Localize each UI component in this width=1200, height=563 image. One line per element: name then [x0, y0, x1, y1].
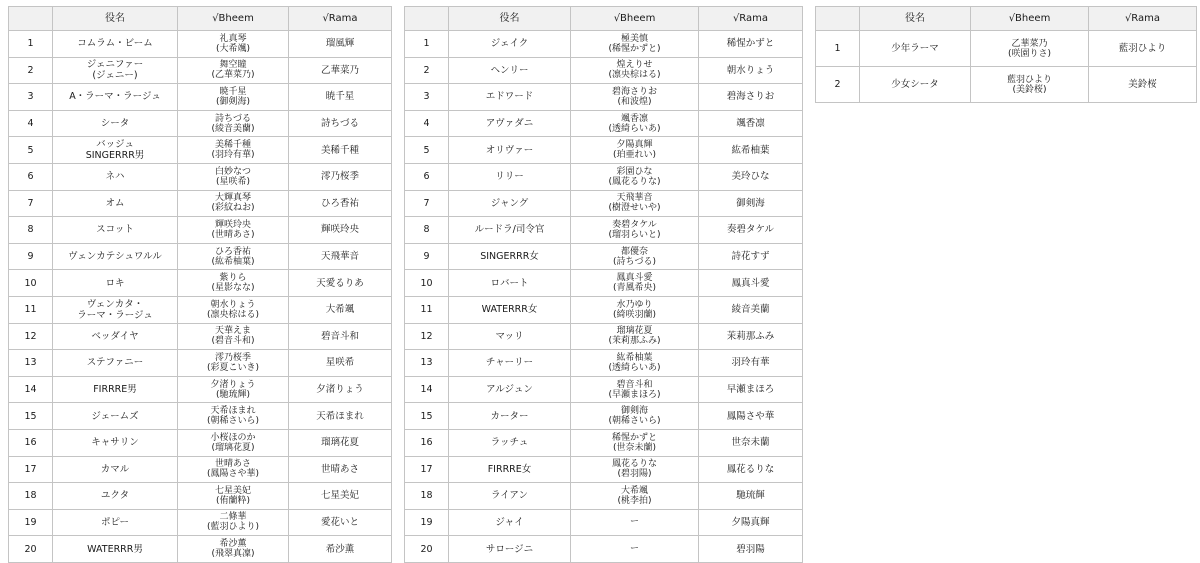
rama-cast: 瑠璃花夏: [289, 429, 392, 456]
role-name: バッジュ SINGERRR男: [53, 137, 178, 164]
rama-cast: 輝咲玲央: [289, 217, 392, 244]
rama-cast: 天飛華音: [289, 243, 392, 270]
table-row: [405, 243, 803, 270]
role-name: アルジュン: [449, 376, 571, 403]
bheem-cast: 世晴あさ (鳳陽さや華): [178, 456, 289, 483]
table-row: [405, 376, 803, 403]
row-number: 4: [9, 110, 53, 137]
bheem-cast: 颯香凛 (透綺らいあ): [571, 110, 699, 137]
bheem-cast: 稀惺かずと (世奈未蘭): [571, 429, 699, 456]
table-row: [405, 137, 803, 164]
bheem-cast: 輝咲玲央 (世晴あさ): [178, 217, 289, 244]
row-number: 13: [9, 350, 53, 377]
rama-cast: 暁千星: [289, 84, 392, 111]
row-number: 14: [9, 376, 53, 403]
row-number: 15: [9, 403, 53, 430]
role-name: ヴェンカテシュワルル: [53, 243, 178, 270]
table-header-row: [9, 7, 392, 31]
role-name: WATERRR女: [449, 296, 571, 323]
rama-cast: ひろ香祐: [289, 190, 392, 217]
table-row: [405, 509, 803, 536]
header-rama: √Rama: [1089, 7, 1197, 31]
bheem-cast: 御剣海 (朝稀さいら): [571, 403, 699, 430]
bheem-cast: ー: [571, 509, 699, 536]
row-number: 19: [405, 509, 449, 536]
table-row: [405, 350, 803, 377]
rama-cast: 藍羽ひより: [1089, 31, 1197, 67]
row-number: 1: [9, 31, 53, 58]
rama-cast: 颯香凛: [699, 110, 803, 137]
row-number: 6: [9, 163, 53, 190]
row-number: 6: [405, 163, 449, 190]
bheem-cast: 都優奈 (詩ちづる): [571, 243, 699, 270]
role-name: サロージニ: [449, 536, 571, 563]
bheem-cast: 七星美妃 (侑蘭粋): [178, 483, 289, 510]
role-name: A・ラーマ・ラージュ: [53, 84, 178, 111]
row-number: 2: [9, 57, 53, 84]
role-name: ヘンリー: [449, 57, 571, 84]
table-row: [405, 323, 803, 350]
table-row: [405, 190, 803, 217]
row-number: 20: [9, 536, 53, 563]
bheem-cast: 希沙薫 (飛翠真凜): [178, 536, 289, 563]
rama-cast: 希沙薫: [289, 536, 392, 563]
table-row: [9, 31, 392, 58]
rama-cast: 詩花すず: [699, 243, 803, 270]
bheem-cast: 瑠璃花夏 (茉莉那ふみ): [571, 323, 699, 350]
bheem-cast: 澪乃桜季 (彩夏こいき): [178, 350, 289, 377]
role-name: ロキ: [53, 270, 178, 297]
role-name: FIRRRE女: [449, 456, 571, 483]
role-name: シータ: [53, 110, 178, 137]
rama-cast: 愛花いと: [289, 509, 392, 536]
rama-cast: 乙華菜乃: [289, 57, 392, 84]
bheem-cast: ー: [571, 536, 699, 563]
role-name: スコット: [53, 217, 178, 244]
cast-table-1: [8, 6, 392, 563]
rama-cast: 紘希柚葉: [699, 137, 803, 164]
row-number: 2: [816, 67, 860, 103]
row-number: 8: [405, 217, 449, 244]
rama-cast: 美玲ひな: [699, 163, 803, 190]
row-number: 4: [405, 110, 449, 137]
role-name: キャサリン: [53, 429, 178, 456]
table-row: [405, 456, 803, 483]
header-role: 役名: [53, 7, 178, 31]
table-row: [9, 296, 392, 323]
bheem-cast: 鳳花るりな (碧羽陽): [571, 456, 699, 483]
row-number: 7: [9, 190, 53, 217]
row-number: 17: [9, 456, 53, 483]
table-row: [9, 84, 392, 111]
bheem-cast: 碧海さりお (和波煌): [571, 84, 699, 111]
rama-cast: 澪乃桜季: [289, 163, 392, 190]
rama-cast: 夕渚りょう: [289, 376, 392, 403]
table-row: [9, 217, 392, 244]
header-no: [405, 7, 449, 31]
header-bheem: √Bheem: [971, 7, 1089, 31]
bheem-cast: 極美慎 (稀惺かずと): [571, 31, 699, 58]
table-row: [9, 163, 392, 190]
row-number: 16: [405, 429, 449, 456]
rama-cast: 天希ほまれ: [289, 403, 392, 430]
table-row: [9, 243, 392, 270]
role-name: チャーリー: [449, 350, 571, 377]
role-name: ジェニファー (ジェニー): [53, 57, 178, 84]
row-number: 11: [405, 296, 449, 323]
row-number: 10: [405, 270, 449, 297]
table-row: [405, 84, 803, 111]
row-number: 14: [405, 376, 449, 403]
row-number: 9: [405, 243, 449, 270]
rama-cast: 稀惺かずと: [699, 31, 803, 58]
rama-cast: 星咲希: [289, 350, 392, 377]
table-row: [9, 536, 392, 563]
rama-cast: 七星美妃: [289, 483, 392, 510]
role-name: ジャイ: [449, 509, 571, 536]
rama-cast: 早瀬まほろ: [699, 376, 803, 403]
table-row: [9, 270, 392, 297]
rama-cast: 朝水りょう: [699, 57, 803, 84]
header-bheem: √Bheem: [178, 7, 289, 31]
role-name: カマル: [53, 456, 178, 483]
table-row: [9, 429, 392, 456]
role-name: 少年ラーマ: [860, 31, 971, 67]
bheem-cast: 朝水りょう (凛央棕はる): [178, 296, 289, 323]
role-name: リリー: [449, 163, 571, 190]
header-role: 役名: [860, 7, 971, 31]
rama-cast: 碧音斗和: [289, 323, 392, 350]
row-number: 5: [405, 137, 449, 164]
role-name: ラッチュ: [449, 429, 571, 456]
table-row: [405, 536, 803, 563]
table-row: [816, 31, 1197, 67]
row-number: 15: [405, 403, 449, 430]
table-row: [9, 483, 392, 510]
role-name: WATERRR男: [53, 536, 178, 563]
role-name: ロバート: [449, 270, 571, 297]
row-number: 3: [405, 84, 449, 111]
role-name: ジャング: [449, 190, 571, 217]
bheem-cast: 二條華 (藍羽ひより): [178, 509, 289, 536]
row-number: 3: [9, 84, 53, 111]
bheem-cast: 美稀千種 (羽玲有華): [178, 137, 289, 164]
bheem-cast: 天華えま (碧音斗和): [178, 323, 289, 350]
row-number: 18: [405, 483, 449, 510]
row-number: 11: [9, 296, 53, 323]
role-name: ジェームズ: [53, 403, 178, 430]
bheem-cast: 大希颯 (桃李拍): [571, 483, 699, 510]
table-row: [405, 110, 803, 137]
table-row: [405, 163, 803, 190]
row-number: 8: [9, 217, 53, 244]
role-name: マッリ: [449, 323, 571, 350]
table-row: [9, 456, 392, 483]
table-row: [9, 350, 392, 377]
table-row: [405, 296, 803, 323]
role-name: ステファニー: [53, 350, 178, 377]
role-name: エドワード: [449, 84, 571, 111]
rama-cast: 碧羽陽: [699, 536, 803, 563]
role-name: コムラム・ビーム: [53, 31, 178, 58]
header-bheem: √Bheem: [571, 7, 699, 31]
table-row: [405, 429, 803, 456]
role-name: ルードラ/司令官: [449, 217, 571, 244]
role-name: アヴァダニ: [449, 110, 571, 137]
row-number: 13: [405, 350, 449, 377]
bheem-cast: 大輝真琴 (彩紋ねお): [178, 190, 289, 217]
row-number: 1: [405, 31, 449, 58]
bheem-cast: 碧音斗和 (早瀬まほろ): [571, 376, 699, 403]
bheem-cast: ひろ香祐 (紘希柚葉): [178, 243, 289, 270]
header-no: [9, 7, 53, 31]
role-name: ベッダイヤ: [53, 323, 178, 350]
cast-table-3: [815, 6, 1197, 103]
table-row: [9, 137, 392, 164]
row-number: 9: [9, 243, 53, 270]
bheem-cast: 鳳真斗愛 (青風希央): [571, 270, 699, 297]
bheem-cast: 奏碧タケル (瑠羽らいと): [571, 217, 699, 244]
row-number: 19: [9, 509, 53, 536]
bheem-cast: 紘希柚葉 (透綺らいあ): [571, 350, 699, 377]
row-number: 16: [9, 429, 53, 456]
table-row: [9, 57, 392, 84]
header-role: 役名: [449, 7, 571, 31]
bheem-cast: 藍羽ひより (美鈴桜): [971, 67, 1089, 103]
bheem-cast: 夕渚りょう (馳琉輝): [178, 376, 289, 403]
bheem-cast: 小桜ほのか (瑠璃花夏): [178, 429, 289, 456]
rama-cast: 天愛るりあ: [289, 270, 392, 297]
table-row: [9, 190, 392, 217]
bheem-cast: 紫りら (星影なな): [178, 270, 289, 297]
bheem-cast: 乙華菜乃 (咲園りさ): [971, 31, 1089, 67]
bheem-cast: 暁千星 (御剣海): [178, 84, 289, 111]
rama-cast: 美鈴桜: [1089, 67, 1197, 103]
table-row: [405, 270, 803, 297]
role-name: ライアン: [449, 483, 571, 510]
rama-cast: 鳳陽さや華: [699, 403, 803, 430]
table-header-row: [816, 7, 1197, 31]
table-row: [9, 323, 392, 350]
table-row: [816, 67, 1197, 103]
role-name: FIRRRE男: [53, 376, 178, 403]
rama-cast: 綾音美蘭: [699, 296, 803, 323]
rama-cast: 鳳真斗愛: [699, 270, 803, 297]
bheem-cast: 舞空瞳 (乙華菜乃): [178, 57, 289, 84]
rama-cast: 碧海さりお: [699, 84, 803, 111]
rama-cast: 大希颯: [289, 296, 392, 323]
role-name: ジェイク: [449, 31, 571, 58]
rama-cast: 詩ちづる: [289, 110, 392, 137]
role-name: カーター: [449, 403, 571, 430]
rama-cast: 鳳花るりな: [699, 456, 803, 483]
table-row: [9, 376, 392, 403]
header-no: [816, 7, 860, 31]
table-row: [9, 110, 392, 137]
row-number: 5: [9, 137, 53, 164]
row-number: 20: [405, 536, 449, 563]
row-number: 2: [405, 57, 449, 84]
rama-cast: 瑠風輝: [289, 31, 392, 58]
role-name: 少女シータ: [860, 67, 971, 103]
table-row: [405, 217, 803, 244]
cast-table-2: [404, 6, 803, 563]
role-name: ユクタ: [53, 483, 178, 510]
row-number: 12: [9, 323, 53, 350]
row-number: 18: [9, 483, 53, 510]
rama-cast: 奏碧タケル: [699, 217, 803, 244]
rama-cast: 茉莉那ふみ: [699, 323, 803, 350]
rama-cast: 世奈未蘭: [699, 429, 803, 456]
header-rama: √Rama: [289, 7, 392, 31]
bheem-cast: 水乃ゆり (綺咲羽蘭): [571, 296, 699, 323]
rama-cast: 世晴あさ: [289, 456, 392, 483]
table-row: [405, 403, 803, 430]
rama-cast: 馳琉輝: [699, 483, 803, 510]
table-row: [405, 57, 803, 84]
role-name: オム: [53, 190, 178, 217]
rama-cast: 羽玲有華: [699, 350, 803, 377]
bheem-cast: 夕陽真輝 (珀亜れい): [571, 137, 699, 164]
table-row: [9, 403, 392, 430]
row-number: 10: [9, 270, 53, 297]
table-row: [405, 31, 803, 58]
row-number: 7: [405, 190, 449, 217]
bheem-cast: 煌えりせ (凛央棕はる): [571, 57, 699, 84]
role-name: ポピー: [53, 509, 178, 536]
row-number: 17: [405, 456, 449, 483]
role-name: ネハ: [53, 163, 178, 190]
table-row: [9, 509, 392, 536]
rama-cast: 美稀千種: [289, 137, 392, 164]
row-number: 12: [405, 323, 449, 350]
row-number: 1: [816, 31, 860, 67]
rama-cast: 御剣海: [699, 190, 803, 217]
bheem-cast: 詩ちづる (綾音美蘭): [178, 110, 289, 137]
header-rama: √Rama: [699, 7, 803, 31]
bheem-cast: 天飛華音 (樹澄せいや): [571, 190, 699, 217]
table-row: [405, 483, 803, 510]
table-header-row: [405, 7, 803, 31]
bheem-cast: 天希ほまれ (朝稀さいら): [178, 403, 289, 430]
bheem-cast: 白妙なつ (星咲希): [178, 163, 289, 190]
role-name: ヴェンカタ・ ラーマ・ラージュ: [53, 296, 178, 323]
role-name: SINGERRR女: [449, 243, 571, 270]
rama-cast: 夕陽真輝: [699, 509, 803, 536]
bheem-cast: 彩園ひな (鳳花るりな): [571, 163, 699, 190]
role-name: オリヴァー: [449, 137, 571, 164]
bheem-cast: 礼真琴 (大希颯): [178, 31, 289, 58]
